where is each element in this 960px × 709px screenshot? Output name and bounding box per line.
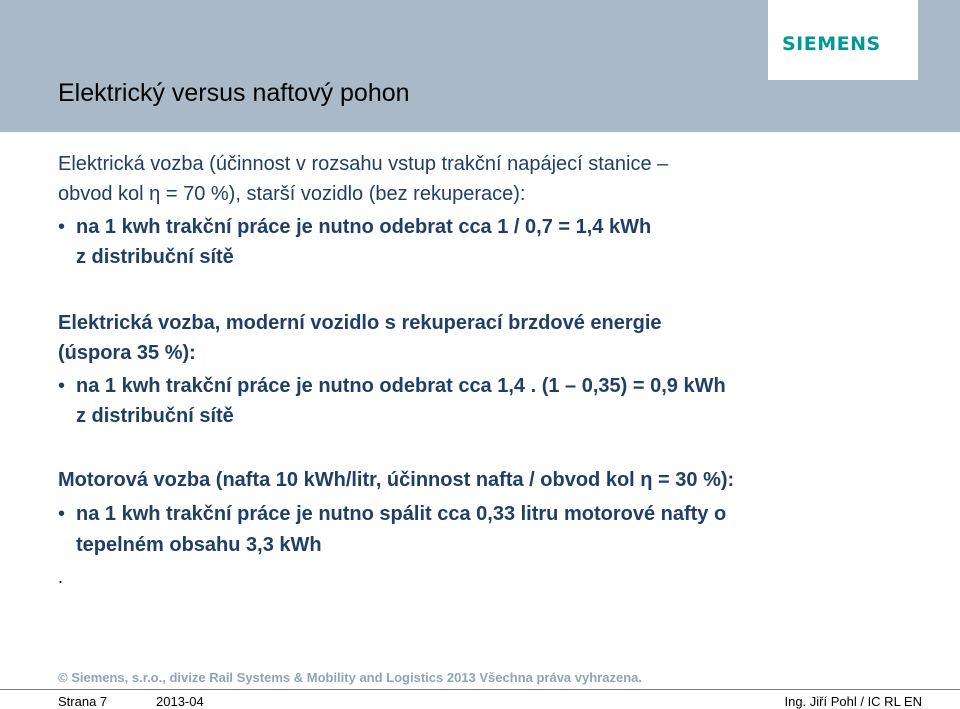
block3-line1: Motorová vozba (nafta 10 kWh/litr, účinnost nafta / obvod kol η = 30 %):: [58, 469, 735, 491]
bullet-icon: •: [58, 216, 66, 238]
block1-bullet-text: na 1 kwh trakční práce je nutno odebrat cca 1 / 0,7 = 1,4 kWh: [76, 216, 652, 238]
footer-copyright: © Siemens, s.r.o., divize Rail Systems & Mobility and Logistics 2013 Všechna práva vyhrazena.: [58, 670, 642, 685]
footer-divider: [0, 689, 960, 690]
block1-bullet-cont: z distribuční sítě: [76, 246, 234, 268]
block2-bullet-text: na 1 kwh trakční práce je nutno odebrat cca 1,4 . (1 – 0,35) = 0,9 kWh: [76, 375, 726, 397]
bullet-icon: •: [58, 375, 66, 397]
footer-date: 2013-04: [156, 694, 204, 709]
footer-author: Ing. Jiří Pohl / IC RL EN: [784, 694, 922, 709]
footer-page-number: Strana 7: [58, 694, 108, 709]
block1-bullet: [58, 216, 651, 239]
block2-bullet-cont: z distribuční sítě: [76, 405, 234, 427]
bullet-icon: •: [58, 503, 66, 525]
block2-bullet: [58, 375, 726, 398]
block3-bullet-text: na 1 kwh trakční práce je nutno spálit cca 0,33 litru motorové nafty o: [76, 503, 727, 525]
block1-line1: Elektrická vozba (účinnost v rozsahu vstup trakční napájecí stanice –: [58, 153, 669, 175]
block3-bullet: [58, 503, 726, 526]
block2-line1: Elektrická vozba, moderní vozidlo s rekuperací brzdové energie: [58, 312, 662, 334]
block1-line2: obvod kol η = 70 %), starší vozidlo (bez rekuperace):: [58, 183, 526, 205]
slide-title: Elektrický versus naftový pohon: [58, 79, 410, 107]
siemens-logo: SIEMENS: [782, 33, 881, 55]
trailing-dot: .: [58, 567, 64, 587]
block3-bullet-cont: tepelném obsahu 3,3 kWh: [76, 534, 322, 556]
block2-line2: (úspora 35 %):: [58, 342, 196, 364]
